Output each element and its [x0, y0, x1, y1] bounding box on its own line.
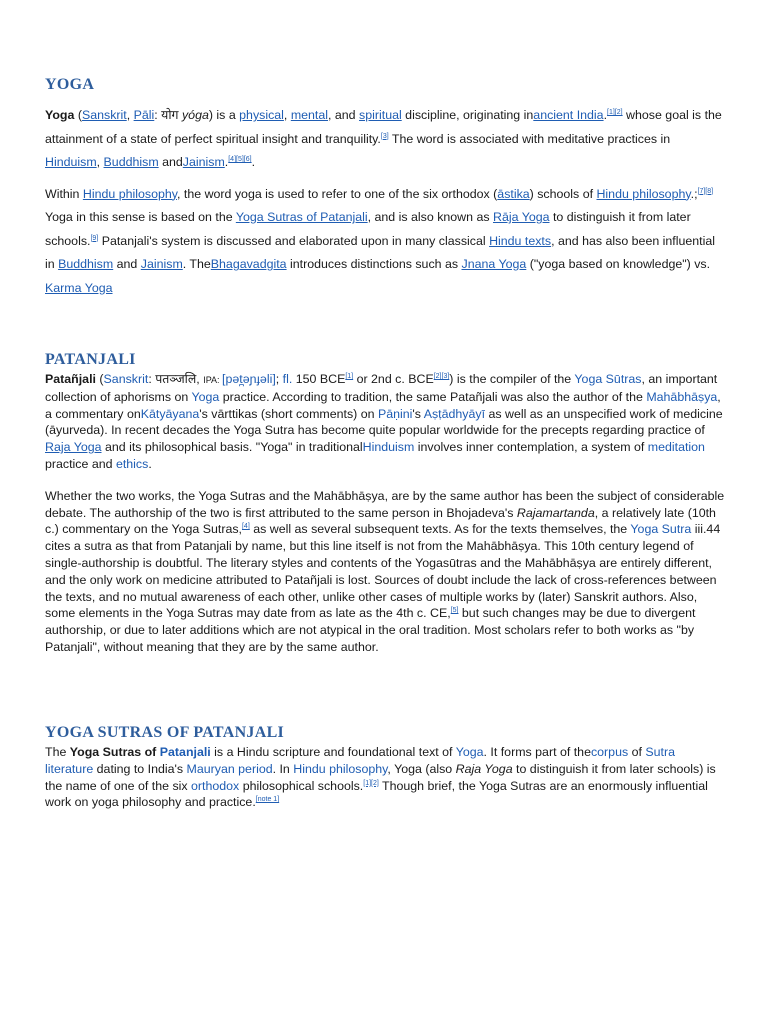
text-run: ( — [74, 108, 82, 122]
text-run: ; — [275, 372, 283, 386]
text-run: practice. According to tradition, the same Patañjali was also the author of the — [219, 389, 647, 404]
text-run: The — [45, 745, 70, 759]
text-run: and — [158, 155, 183, 169]
citation-link[interactable]: [5] — [450, 607, 459, 615]
text-run: philosophical schools. — [239, 778, 364, 793]
link-meditation[interactable]: meditation — [647, 440, 705, 455]
text-run: to distinguish it from later schools) is the name of one of the six — [45, 761, 716, 793]
link-patanjali[interactable]: Patanjali — [159, 745, 211, 759]
link-jainism[interactable]: Jainism — [140, 257, 183, 271]
text-run: involves inner contemplation, a system of — [414, 440, 648, 455]
link-yoga-s-tras[interactable]: Yoga Sūtras — [574, 372, 642, 386]
link-fl[interactable]: fl. — [282, 372, 293, 386]
link-spiritual[interactable]: spiritual — [359, 108, 402, 122]
text-run: ) is a — [208, 108, 240, 122]
text-run: , Yoga (also — [387, 761, 456, 776]
text-run: practice and — [45, 456, 116, 471]
text-run: The word is associated with meditative practices in — [388, 131, 671, 146]
text-run: ) is the compiler of the — [449, 372, 575, 386]
text-run: iii.44 cites a sutra as that from Patanjali by name, but this line itself is not from the Mahābhāṣya. This 10th century legend of single-authorship is doubtful. The literary styles and contents of the Yogasūtras and the Mahābhāṣya are entirely different, and the only work on medicine attributed to Patañjali is lost. Sources of doubt include the lack of cross-references between the texts, and no mutual awareness of each other, unlike other cases of multiple works by (later) Sanskrit authors. Also, some elements in the Yoga Sutras may date from as late as the 4th c. CE, — [45, 522, 721, 621]
text-run: . — [603, 108, 608, 122]
text-run: of — [628, 745, 646, 759]
link-k-ty-yana[interactable]: Kātyāyana — [140, 406, 200, 421]
text-run: Whether the two works, the Yoga Sutras and the Mahābhāṣya, are by the same author has been the subject of considerable debate. The authorship of the two is first attributed to the same person in Bhojadeva's — [45, 488, 725, 520]
link-hindu-texts[interactable]: Hindu texts — [489, 233, 552, 248]
italic-text: Rajamartanda — [516, 505, 595, 520]
text-run: dating to India's — [93, 761, 187, 776]
citation — [607, 109, 623, 116]
citation-link[interactable]: [3] — [380, 132, 389, 140]
paragraph-yoga-intro — [45, 104, 725, 175]
text-run: and — [113, 257, 141, 271]
text-run: , and has also been influential in — [45, 233, 716, 271]
citation — [698, 188, 714, 195]
text-run: ("yoga based on knowledge") vs. — [526, 257, 711, 271]
text-run: . It forms part of the — [483, 745, 591, 759]
italic-text: Raja Yoga — [455, 761, 513, 776]
section-heading-yoga: YOGA — [45, 76, 95, 93]
link-hindu-philosophy[interactable]: Hindu philosophy — [293, 761, 388, 776]
citation — [242, 523, 250, 530]
text-run: as well as several subsequent texts. As for the texts themselves, the — [249, 522, 631, 537]
link-bhagavadgita[interactable]: Bhagavadgita — [210, 257, 287, 271]
link-hindu-philosophy[interactable]: Hindu philosophy — [82, 186, 178, 201]
link-hindu-philosophy[interactable]: Hindu philosophy — [596, 186, 691, 201]
citation — [363, 780, 379, 787]
section-heading-patanjali: PATANJALI — [45, 351, 136, 368]
link-p-t-li[interactable]: [pət̪əɲɟəli] — [222, 372, 276, 386]
bold-term: Yoga Sutras of — [69, 745, 160, 759]
link-sanskrit[interactable]: Sanskrit — [81, 108, 127, 122]
link-raja-yoga[interactable]: Raja Yoga — [45, 440, 102, 455]
text-run: and its philosophical basis. "Yoga" in traditional — [101, 440, 363, 455]
text-run: introduces distinctions such as — [286, 257, 462, 271]
citation-link[interactable]: [1] — [345, 373, 354, 380]
citation-link[interactable]: [7][8] — [697, 187, 714, 195]
text-run: ) schools of — [529, 186, 597, 201]
citation — [228, 156, 251, 163]
link-buddhism[interactable]: Buddhism — [58, 257, 114, 271]
link-physical[interactable]: physical — [239, 108, 284, 122]
citation-link[interactable]: [1][2] — [363, 779, 379, 787]
link-sutra-literature[interactable]: Sutra literature — [45, 745, 676, 776]
section-patanjali — [45, 351, 725, 656]
section-heading-yoga-sutras: YOGA SUTRAS OF PATANJALI — [45, 724, 285, 741]
text-run: to distinguish it from later schools. — [45, 210, 691, 248]
link-ancient-india[interactable]: ancient India — [533, 108, 604, 122]
text-run: Within — [45, 186, 83, 201]
link-yoga[interactable]: Yoga — [191, 389, 220, 404]
citation-link[interactable]: [9] — [90, 234, 99, 242]
text-run: Though brief, the Yoga Sutras are an enormously influential work on yoga philosophy and practice. — [45, 778, 708, 810]
text-run: . The — [182, 257, 211, 271]
bold-term: Patañjali — [45, 372, 96, 386]
text-run: , and — [328, 108, 360, 122]
section-yoga — [45, 76, 725, 300]
text-run: is a Hindu scripture and foundational text of — [210, 745, 456, 759]
link-orthodox[interactable]: orthodox — [191, 778, 240, 793]
citation-link[interactable]: [1][2] — [607, 109, 623, 116]
link-jainism[interactable]: Jainism — [182, 155, 225, 169]
text-run: discipline, originating in — [401, 108, 534, 122]
link-r-ja-yoga[interactable]: Rāja Yoga — [493, 210, 550, 224]
paragraph-patanjali-authorship — [45, 488, 725, 656]
link-mauryan-period[interactable]: Mauryan period — [186, 761, 273, 776]
link-jnana-yoga[interactable]: Jnana Yoga — [461, 257, 527, 271]
text-run: 's — [412, 406, 424, 421]
text-run: , — [126, 108, 134, 122]
citation — [345, 373, 353, 380]
text-run: . — [251, 155, 256, 169]
text-run: Yoga in this sense is based on the — [45, 210, 236, 224]
bold-term: Yoga — [45, 108, 75, 122]
citation-link[interactable]: [4] — [241, 523, 250, 531]
text-run: .; — [690, 186, 698, 201]
text-run: : पतञ्जलि, — [148, 372, 204, 386]
text-run: , and is also known as — [367, 210, 493, 224]
link-buddhism[interactable]: Buddhism — [103, 155, 159, 169]
citation-link[interactable]: [4][5][6] — [228, 156, 252, 163]
link-p-li[interactable]: Pāli — [133, 108, 155, 122]
italic-text: yóga — [181, 108, 209, 122]
paragraph-patanjali-intro — [45, 371, 725, 473]
text-run: , the word yoga is used to refer to one of the six orthodox ( — [177, 186, 498, 201]
citation — [434, 373, 450, 380]
link-karma-yoga[interactable]: Karma Yoga — [45, 280, 113, 295]
text-run: , — [283, 108, 291, 122]
text-run: . — [148, 456, 152, 471]
section-yoga-sutras — [45, 724, 725, 811]
text-run: 's vārttikas (short comments) on — [199, 406, 378, 421]
link-sanskrit[interactable]: Sanskrit — [103, 372, 149, 386]
text-run: , a commentary on — [45, 389, 721, 421]
link-yoga-sutras-of-patanjali[interactable]: Yoga Sutras of Patanjali — [235, 210, 368, 224]
text-run: ( — [95, 372, 104, 386]
citation-link[interactable]: [note 1] — [255, 796, 280, 804]
link-mah-bh-ya[interactable]: Mahābhāṣya — [646, 389, 718, 404]
text-run: or 2nd c. BCE — [353, 372, 434, 386]
citation — [256, 796, 279, 803]
citation-link[interactable]: [2][3] — [433, 373, 450, 380]
text-run: whose goal is the attainment of a state of perfect spiritual insight and tranquility. — [45, 108, 722, 146]
text-run: . In — [272, 761, 294, 776]
link-yoga[interactable]: Yoga — [455, 745, 484, 759]
text-run: Patanjali's system is discussed and elaborated upon in many classical — [98, 233, 490, 248]
citation — [381, 133, 389, 140]
ipa-label: IPA: — [203, 375, 223, 385]
link-mental[interactable]: mental — [290, 108, 329, 122]
text-run: but such changes may be due to divergent authorship, or due to later additions which are not atypical in the oral tradition. Most scholars refer to both works as "by Patanjali", without meaning that they are by the same author. — [45, 606, 696, 654]
link-hinduism[interactable]: Hinduism — [45, 155, 97, 169]
paragraph-yoga-philosophy — [45, 183, 725, 301]
text-run: . — [224, 155, 229, 169]
paragraph-yoga-sutras-intro — [45, 744, 725, 811]
text-run: as well as an unspecified work of medicine (āyurveda). In recent decades the Yoga Sutra has become quite popular worldwide for the precepts regarding practice of — [45, 406, 723, 438]
link-yoga-sutra[interactable]: Yoga Sutra — [630, 522, 692, 537]
link-hinduism[interactable]: Hinduism — [362, 440, 415, 455]
text-run: , — [96, 155, 104, 169]
link-corpus[interactable]: corpus — [590, 745, 629, 759]
text-run: , an important collection of aphorisms on — [45, 372, 718, 404]
link-a-dhy-y[interactable]: Aṣṭādhyāyī — [423, 406, 486, 421]
text-run: 150 BCE — [292, 372, 346, 386]
link-stika[interactable]: āstika — [497, 186, 530, 201]
link-ethics[interactable]: ethics — [115, 456, 149, 471]
link-p-ini[interactable]: Pāṇini — [377, 406, 413, 421]
text-run: : योग — [154, 108, 182, 122]
text-run: , a relatively late (10th c.) commentary on the Yoga Sutras, — [45, 505, 716, 537]
